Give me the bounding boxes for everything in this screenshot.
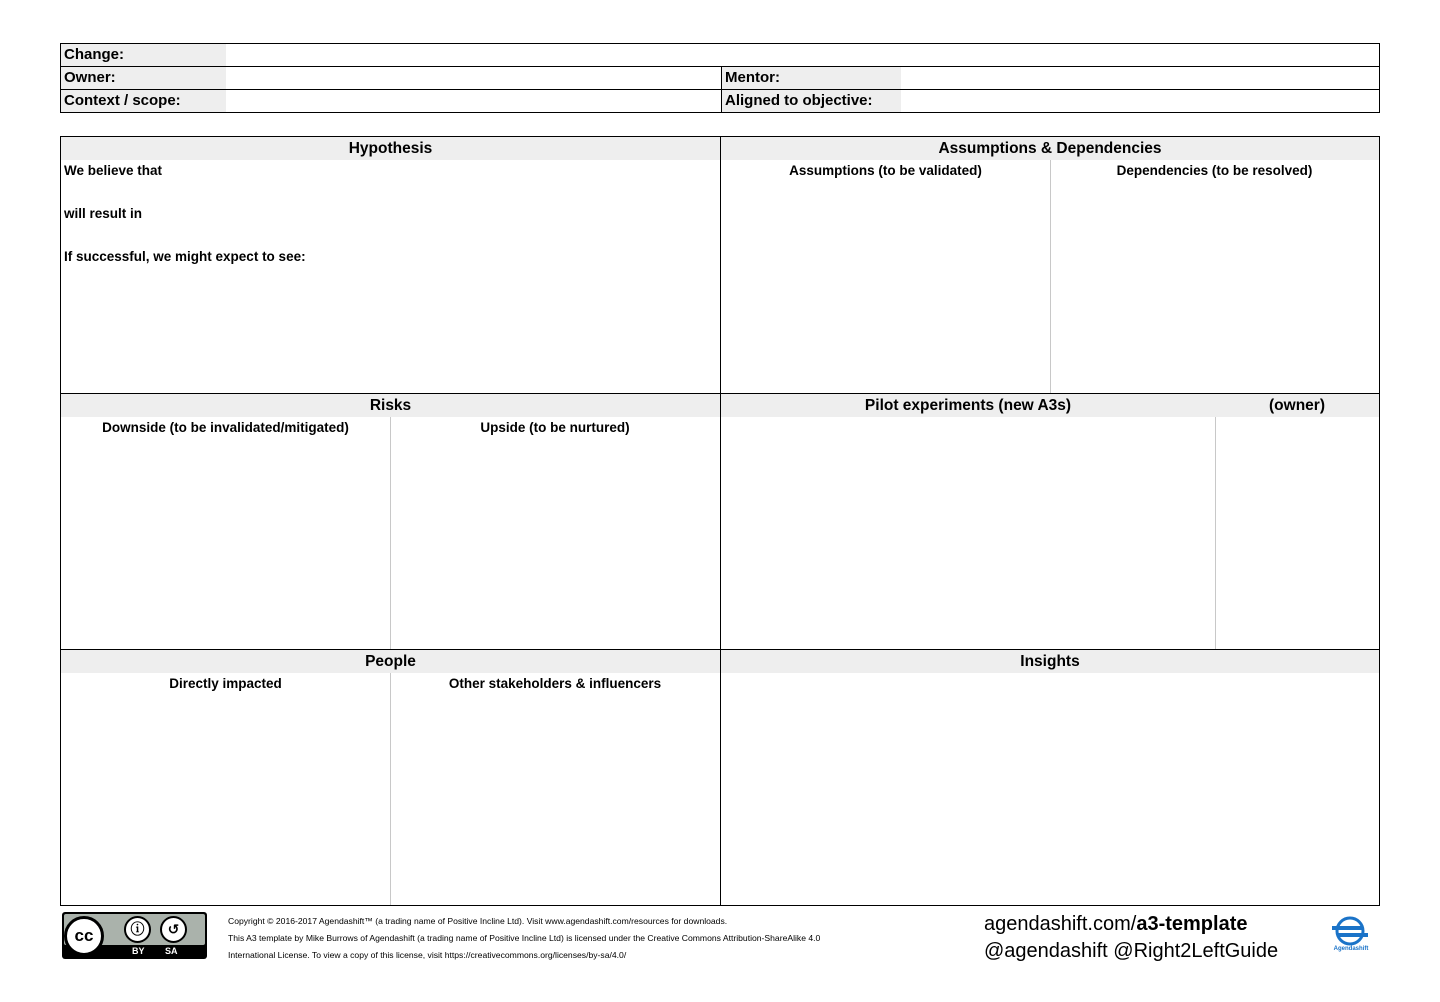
owner-field[interactable] (226, 67, 721, 89)
insights-panel[interactable] (721, 650, 1379, 905)
hypothesis-prompt-result: will result in (64, 206, 143, 221)
copyright-line-3: International License. To view a copy of this license, visit https://creativecommons.org/licenses/by-sa/4.0/ (228, 950, 627, 960)
people-panel[interactable] (61, 650, 720, 905)
cc-by-sa-badge[interactable] (62, 912, 207, 959)
attribution-icon: ⓘ (124, 916, 151, 943)
header-table (60, 43, 1380, 113)
objective-label: Aligned to objective: (722, 90, 901, 112)
objective-field[interactable] (901, 90, 1379, 112)
copyright-line-1: Copyright © 2016-2017 Agendashift™ (a trading name of Positive Incline Ltd). Visit www.agendashift.com/resources for downloads. (228, 916, 728, 926)
mentor-field[interactable] (901, 67, 1379, 89)
template-links (984, 911, 1278, 965)
hypothesis-prompt-success: If successful, we might expect to see: (64, 249, 306, 264)
assumptions-panel[interactable] (721, 137, 1379, 393)
risks-title: Risks (61, 394, 720, 417)
people-impacted-label: Directly impacted (169, 676, 282, 691)
change-field[interactable] (226, 44, 1379, 66)
hypothesis-panel[interactable] (61, 137, 720, 393)
template-url-bold: a3-template (1136, 913, 1248, 935)
cc-by-label: BY (132, 946, 145, 956)
risks-panel[interactable] (61, 394, 720, 649)
copyright-notice (228, 913, 820, 964)
cc-icon: cc (64, 916, 104, 956)
agendashift-logo-text: Agendashift (1333, 946, 1369, 952)
dependencies-col-label: Dependencies (to be resolved) (1116, 163, 1313, 178)
cc-sa-label: SA (165, 946, 178, 956)
pilot-col-divider (1215, 417, 1216, 649)
owner-label: Owner: (61, 67, 226, 89)
agendashift-logo-icon[interactable] (1324, 915, 1376, 959)
risks-downside-label: Downside (to be invalidated/mitigated) (102, 420, 349, 435)
copyright-line-2: This A3 template by Mike Burrows of Agendashift (a trading name of Positive Incline Ltd) is licensed under the Creative Commons Attribution-ShareAlike 4.0 (228, 933, 821, 943)
hypothesis-prompt-believe: We believe that (64, 163, 163, 178)
pilot-title: Pilot experiments (new A3s) (864, 397, 1072, 414)
people-col-divider (390, 673, 391, 905)
twitter-handles[interactable]: @agendashift @Right2LeftGuide (984, 940, 1279, 962)
risks-col-divider (390, 417, 391, 649)
assumptions-col-divider (1050, 160, 1051, 393)
a3-grid (60, 136, 1380, 906)
share-alike-icon: ↺ (160, 916, 187, 943)
change-row (61, 44, 1379, 67)
pilot-owner-label: (owner) (1269, 397, 1325, 414)
assumptions-col-label: Assumptions (to be validated) (789, 163, 982, 178)
insights-title: Insights (721, 650, 1379, 673)
mentor-label: Mentor: (722, 67, 901, 89)
context-row (61, 89, 1379, 112)
context-field[interactable] (226, 90, 721, 112)
pilot-panel[interactable] (721, 394, 1379, 649)
people-stakeholders-label: Other stakeholders & influencers (448, 676, 662, 691)
risks-upside-label: Upside (to be nurtured) (480, 420, 630, 435)
template-url[interactable] (984, 911, 1278, 938)
template-url-prefix: agendashift.com/ (984, 913, 1137, 935)
owner-row (61, 66, 1379, 89)
assumptions-title: Assumptions & Dependencies (721, 137, 1379, 160)
change-label: Change: (61, 44, 226, 66)
context-label: Context / scope: (61, 90, 226, 112)
hypothesis-title: Hypothesis (61, 137, 720, 160)
people-title: People (61, 650, 720, 673)
